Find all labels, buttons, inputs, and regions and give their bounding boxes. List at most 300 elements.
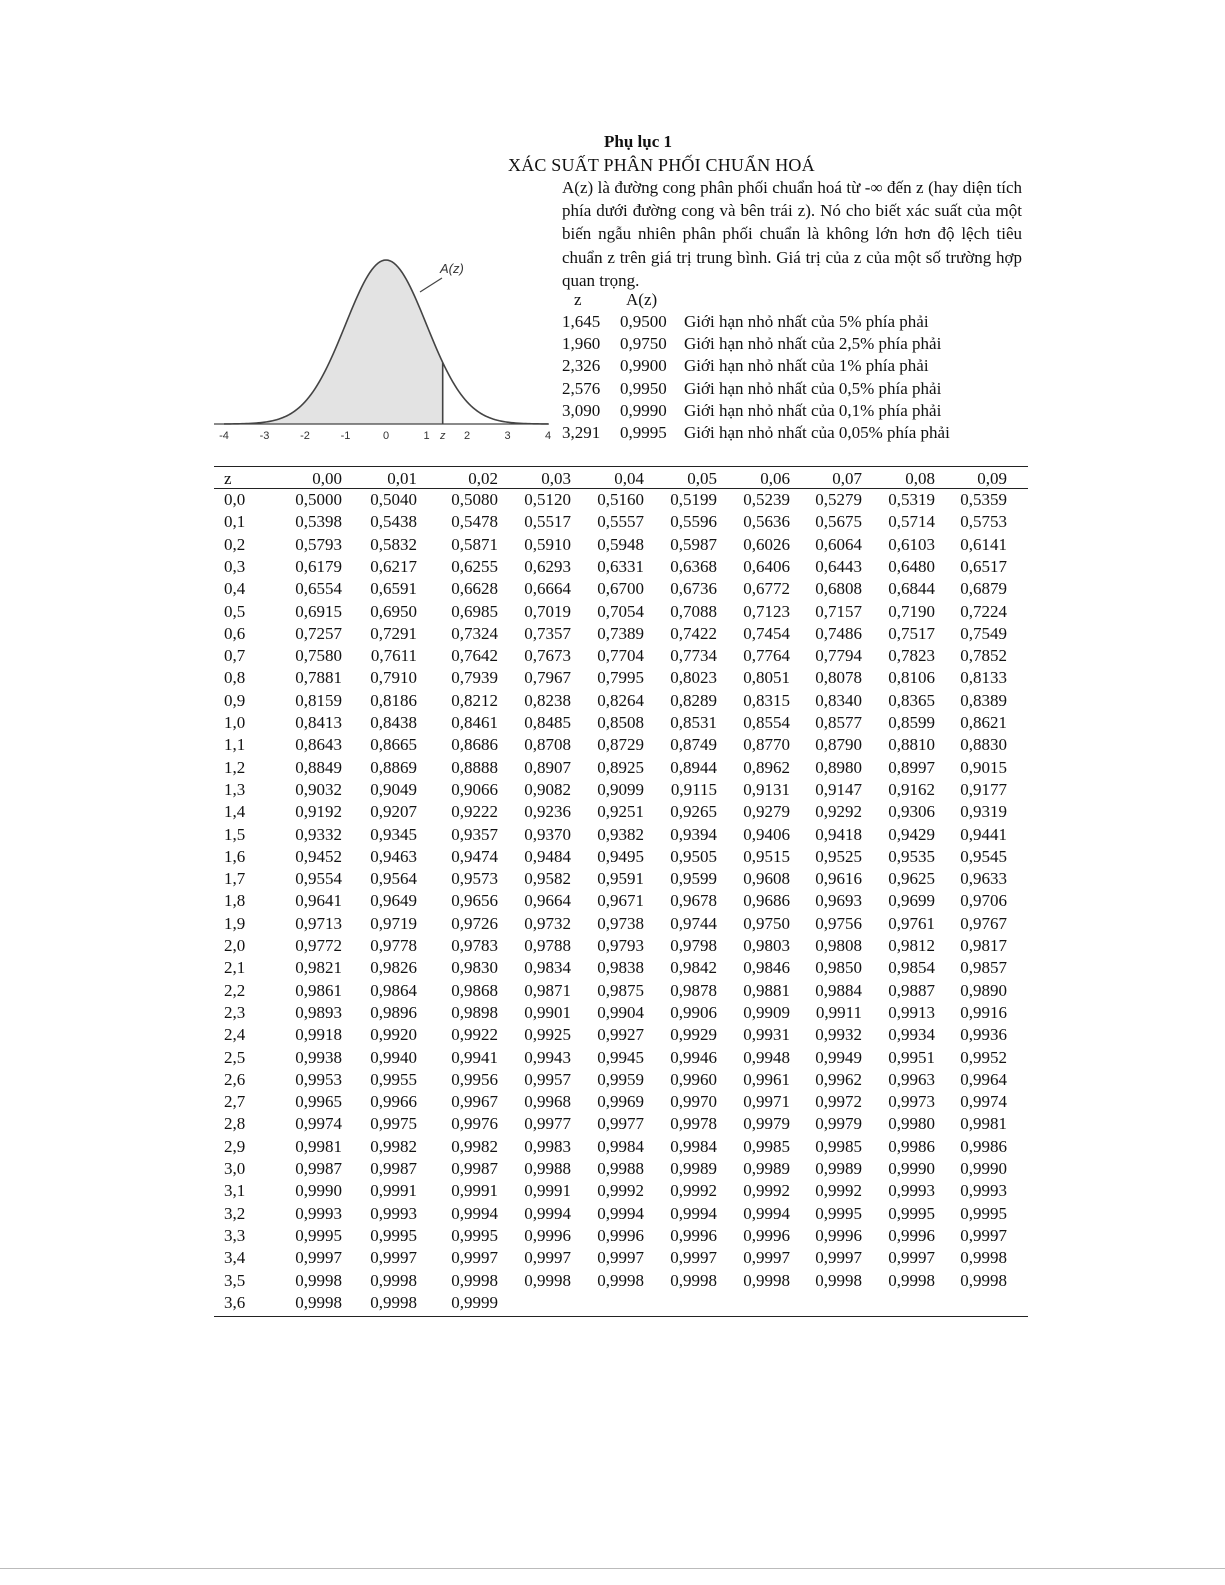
table-cell: 0,6950 <box>370 601 417 621</box>
table-cell: 0,9929 <box>670 1025 717 1045</box>
table-cell: 0,9913 <box>888 1002 935 1022</box>
table-cell: 0,6179 <box>295 556 342 576</box>
header-column: 0,01 <box>387 469 417 488</box>
table-cell: 0,9452 <box>295 846 342 866</box>
table-cell: 0,9495 <box>597 846 644 866</box>
table-cell: 0,5832 <box>370 534 417 554</box>
table-cell: 0,9997 <box>815 1248 862 1268</box>
table-cell: 0,7291 <box>370 623 417 643</box>
table-cell: 0,9236 <box>524 802 571 822</box>
table-cell: 0,9993 <box>370 1203 417 1223</box>
table-cell: 0,9850 <box>815 958 862 978</box>
table-cell: 0,9535 <box>888 846 935 866</box>
table-cell: 0,6517 <box>960 556 1007 576</box>
row-z-value: 0,9 <box>224 690 246 710</box>
header-column: 0,07 <box>832 469 862 488</box>
table-cell: 0,9686 <box>743 891 790 911</box>
table-cell: 0,9927 <box>597 1025 644 1045</box>
normal-curve-figure <box>214 250 552 450</box>
table-cell: 0,8133 <box>960 668 1007 688</box>
table-cell: 0,8106 <box>888 668 935 688</box>
table-cell: 0,8643 <box>295 735 342 755</box>
table-cell: 0,9808 <box>815 936 862 955</box>
table-cell: 0,9918 <box>295 1025 342 1045</box>
table-cell: 0,5987 <box>670 534 717 554</box>
table-cell: 0,6026 <box>743 534 790 554</box>
table-cell: 0,9868 <box>451 980 498 1000</box>
table-cell: 0,9995 <box>451 1225 498 1245</box>
row-z-value: 2,6 <box>224 1069 246 1089</box>
table-cell: 0,9997 <box>743 1248 790 1268</box>
table-cell: 0,9357 <box>451 824 498 844</box>
table-cell: 0,9292 <box>815 802 862 822</box>
table-cell: 0,9997 <box>295 1248 342 1268</box>
table-cell: 0,9406 <box>743 824 790 844</box>
table-cell: 0,9989 <box>670 1159 717 1178</box>
x-tick-label: 3 <box>504 430 511 442</box>
table-cell: 0,6103 <box>888 534 935 554</box>
table-cell: 0,9941 <box>451 1047 498 1067</box>
table-cell: 0,6331 <box>597 556 644 576</box>
table-cell: 0,8980 <box>815 757 862 777</box>
table-cell: 0,9484 <box>524 846 571 866</box>
table-cell: 0,6844 <box>888 579 935 599</box>
table-cell: 0,7549 <box>960 623 1007 643</box>
table-cell: 0,9857 <box>960 958 1007 978</box>
table-cell: 0,9997 <box>524 1248 571 1268</box>
table-cell: 0,9998 <box>888 1270 935 1290</box>
header-column: 0,08 <box>905 469 935 488</box>
row-z-value: 0,4 <box>224 579 246 599</box>
table-cell: 0,9875 <box>597 980 644 1000</box>
table-cell: 0,7995 <box>597 668 644 688</box>
table-cell: 0,8686 <box>451 735 498 755</box>
table-cell: 0,8413 <box>295 713 342 732</box>
table-cell: 0,9015 <box>960 757 1007 777</box>
row-z-value: 2,7 <box>224 1092 246 1112</box>
table-cell: 0,9949 <box>815 1047 862 1067</box>
table-cell: 0,9788 <box>524 936 571 955</box>
row-z-value: 1,1 <box>224 735 246 755</box>
table-cell: 0,9726 <box>451 913 498 933</box>
table-cell: 0,9977 <box>597 1114 644 1134</box>
table-cell: 0,9896 <box>370 1002 417 1022</box>
table-cell: 0,9995 <box>370 1225 417 1245</box>
table-cell: 0,9418 <box>815 824 862 844</box>
critical-desc: Giới hạn nhỏ nhất của 5% phía phải <box>684 312 929 331</box>
table-cell: 0,9719 <box>370 913 417 933</box>
table-cell: 0,8830 <box>960 735 1007 755</box>
table-cell: 0,9998 <box>295 1292 342 1312</box>
table-cell: 0,9838 <box>597 958 644 978</box>
table-cell: 0,8621 <box>960 713 1007 732</box>
table-cell: 0,9778 <box>370 936 417 955</box>
table-cell: 0,9699 <box>888 891 935 911</box>
table-cell: 0,7580 <box>295 646 342 666</box>
table-cell: 0,8023 <box>670 668 717 688</box>
critical-a: 0,9995 <box>620 423 667 442</box>
table-cell: 0,9162 <box>888 779 935 799</box>
table-cell: 0,9082 <box>524 779 571 799</box>
table-cell: 0,8770 <box>743 735 790 755</box>
row-z-value: 0,7 <box>224 646 246 666</box>
row-z-value: 0,8 <box>224 668 246 688</box>
table-cell: 0,6879 <box>960 579 1007 599</box>
table-cell: 0,6591 <box>370 579 417 599</box>
table-cell: 0,9192 <box>295 802 342 822</box>
table-cell: 0,9994 <box>597 1203 644 1223</box>
table-cell: 0,7734 <box>670 646 717 666</box>
table-cell: 0,5675 <box>815 512 862 532</box>
table-cell: 0,5517 <box>524 512 571 532</box>
table-cell: 0,7764 <box>743 646 790 666</box>
table-cell: 0,8849 <box>295 757 342 777</box>
table-cell: 0,9994 <box>451 1203 498 1223</box>
table-cell: 0,9633 <box>960 869 1007 889</box>
table-cell: 0,9881 <box>743 980 790 1000</box>
row-z-value: 2,9 <box>224 1136 246 1156</box>
table-cell: 0,8554 <box>743 713 790 732</box>
table-cell: 0,9996 <box>815 1225 862 1245</box>
critical-desc: Giới hạn nhỏ nhất của 0,5% phía phải <box>684 378 942 398</box>
table-cell: 0,7967 <box>524 668 571 688</box>
table-cell: 0,9370 <box>524 824 571 844</box>
table-cell: 0,9965 <box>295 1092 342 1112</box>
table-cell: 0,9940 <box>370 1047 417 1067</box>
table-cell: 0,8888 <box>451 757 498 777</box>
table-cell: 0,9678 <box>670 891 717 911</box>
table-cell: 0,9997 <box>370 1248 417 1268</box>
table-cell: 0,9997 <box>597 1248 644 1268</box>
table-cell: 0,9988 <box>597 1159 644 1178</box>
table-cell: 0,7823 <box>888 646 935 666</box>
table-cell: 0,8708 <box>524 735 571 755</box>
table-cell: 0,5359 <box>960 490 1007 509</box>
table-cell: 0,9980 <box>888 1114 935 1134</box>
row-z-value: 1,4 <box>224 802 246 822</box>
table-cell: 0,5080 <box>451 490 498 509</box>
table-cell: 0,9916 <box>960 1002 1007 1022</box>
row-z-value: 1,3 <box>224 779 246 799</box>
table-cell: 0,9989 <box>815 1159 862 1178</box>
table-cell: 0,9834 <box>524 958 571 978</box>
appendix-title: Phụ lục 1 <box>604 132 673 151</box>
table-cell: 0,9986 <box>888 1136 935 1156</box>
table-cell: 0,9998 <box>370 1270 417 1290</box>
table-cell: 0,9798 <box>670 936 717 955</box>
table-cell: 0,9995 <box>888 1203 935 1223</box>
table-cell: 0,9998 <box>295 1270 342 1290</box>
table-cell: 0,9131 <box>743 779 790 799</box>
table-cell: 0,9988 <box>524 1159 571 1178</box>
table-cell: 0,9974 <box>295 1114 342 1134</box>
table-cell: 0,8997 <box>888 757 935 777</box>
table-cell: 0,5438 <box>370 512 417 532</box>
table-cell: 0,9962 <box>815 1069 862 1089</box>
table-cell: 0,8461 <box>451 713 498 732</box>
table-cell: 0,9997 <box>888 1248 935 1268</box>
table-cell: 0,9993 <box>960 1181 1007 1201</box>
table-cell: 0,6217 <box>370 556 417 576</box>
table-cell: 0,9984 <box>670 1136 717 1156</box>
table-cell: 0,8665 <box>370 735 417 755</box>
table-cell: 0,9932 <box>815 1025 862 1045</box>
table-cell: 0,9332 <box>295 824 342 844</box>
table-cell: 0,9992 <box>743 1181 790 1201</box>
row-z-value: 3,1 <box>224 1181 246 1201</box>
table-cell: 0,8810 <box>888 735 935 755</box>
header-column: 0,06 <box>760 469 790 488</box>
table-cell: 0,9066 <box>451 779 498 799</box>
table-cell: 0,8289 <box>670 690 717 710</box>
table-cell: 0,9991 <box>370 1181 417 1201</box>
z-marker-label: z <box>439 430 446 442</box>
critical-desc: Giới hạn nhỏ nhất của 1% phía phải <box>684 356 929 376</box>
table-cell: 0,9922 <box>451 1025 498 1045</box>
row-z-value: 3,3 <box>224 1225 246 1245</box>
table-cell: 0,8962 <box>743 757 790 777</box>
table-cell: 0,9830 <box>451 958 498 978</box>
table-cell: 0,7389 <box>597 623 644 643</box>
table-cell: 0,9991 <box>451 1181 498 1201</box>
table-cell: 0,9996 <box>888 1225 935 1245</box>
table-cell: 0,6915 <box>295 601 342 621</box>
table-cell: 0,9693 <box>815 891 862 911</box>
table-cell: 0,9998 <box>597 1270 644 1290</box>
table-cell: 0,7422 <box>670 623 717 643</box>
header-column: 0,00 <box>312 469 342 488</box>
table-cell: 0,9953 <box>295 1069 342 1089</box>
row-z-value: 0,0 <box>224 490 246 509</box>
table-cell: 0,9987 <box>451 1159 498 1178</box>
table-cell: 0,6736 <box>670 579 717 599</box>
table-cell: 0,9920 <box>370 1025 417 1045</box>
table-cell: 0,9864 <box>370 980 417 1000</box>
table-cell: 0,9115 <box>670 779 717 799</box>
table-cell: 0,7852 <box>960 646 1007 666</box>
table-cell: 0,7190 <box>888 601 935 621</box>
table-cell: 0,9993 <box>295 1203 342 1223</box>
table-cell: 0,9985 <box>743 1136 790 1156</box>
row-z-value: 3,0 <box>224 1159 246 1178</box>
table-cell: 0,9554 <box>295 869 342 889</box>
appendix-subtitle: XÁC SUẤT PHÂN PHỐI CHUẨN HOÁ <box>508 155 815 175</box>
table-cell: 0,5871 <box>451 534 498 554</box>
table-cell: 0,9995 <box>815 1203 862 1223</box>
table-cell: 0,9793 <box>597 936 644 955</box>
table-cell: 0,9893 <box>295 1002 342 1022</box>
table-cell: 0,9983 <box>524 1136 571 1156</box>
table-cell: 0,9997 <box>670 1248 717 1268</box>
label-pointer <box>420 278 442 292</box>
table-cell: 0,9984 <box>597 1136 644 1156</box>
table-cell: 0,6808 <box>815 579 862 599</box>
table-cell: 0,9616 <box>815 869 862 889</box>
table-cell: 0,9861 <box>295 980 342 1000</box>
table-cell: 0,9996 <box>670 1225 717 1245</box>
table-cell: 0,9974 <box>960 1092 1007 1112</box>
table-cell: 0,9515 <box>743 846 790 866</box>
table-cell: 0,9738 <box>597 913 644 933</box>
table-cell: 0,7611 <box>370 646 417 666</box>
table-cell: 0,5000 <box>295 490 342 509</box>
table-cell: 0,7324 <box>451 623 498 643</box>
table-cell: 0,9943 <box>524 1047 571 1067</box>
table-cell: 0,9909 <box>743 1002 790 1022</box>
table-cell: 0,9564 <box>370 869 417 889</box>
table-cell: 0,9756 <box>815 913 862 933</box>
table-cell: 0,8238 <box>524 690 571 710</box>
table-cell: 0,9649 <box>370 891 417 911</box>
table-cell: 0,9992 <box>597 1181 644 1201</box>
table-cell: 0,8485 <box>524 713 571 732</box>
table-cell: 0,9706 <box>960 891 1007 911</box>
table-cell: 0,7157 <box>815 601 862 621</box>
table-cell: 0,9147 <box>815 779 862 799</box>
table-bottom-rule <box>214 1316 1028 1317</box>
table-cell: 0,8790 <box>815 735 862 755</box>
table-cell: 0,6700 <box>597 579 644 599</box>
table-cell: 0,9992 <box>670 1181 717 1201</box>
table-cell: 0,9981 <box>960 1114 1007 1134</box>
table-cell: 0,9846 <box>743 958 790 978</box>
table-cell: 0,5239 <box>743 490 790 509</box>
row-z-value: 1,6 <box>224 846 246 866</box>
table-cell: 0,9582 <box>524 869 571 889</box>
table-cell: 0,9994 <box>524 1203 571 1223</box>
table-cell: 0,9951 <box>888 1047 935 1067</box>
header-column: 0,02 <box>468 469 498 488</box>
critical-a: 0,9500 <box>620 312 667 331</box>
table-cell: 0,9222 <box>451 802 498 822</box>
table-cell: 0,9887 <box>888 980 935 1000</box>
row-z-value: 0,6 <box>224 623 246 643</box>
table-cell: 0,9996 <box>524 1225 571 1245</box>
table-cell: 0,6141 <box>960 534 1007 554</box>
table-cell: 0,9994 <box>670 1203 717 1223</box>
table-cell: 0,9842 <box>670 958 717 978</box>
table-cell: 0,9854 <box>888 958 935 978</box>
table-cell: 0,9656 <box>451 891 498 911</box>
header-column: 0,09 <box>977 469 1007 488</box>
x-tick-label: 2 <box>463 430 471 442</box>
table-cell: 0,9279 <box>743 802 790 822</box>
table-cell: 0,9981 <box>295 1136 342 1156</box>
row-z-value: 1,7 <box>224 869 246 889</box>
table-cell: 0,8315 <box>743 690 790 710</box>
row-z-value: 1,2 <box>224 757 246 777</box>
row-z-value: 2,5 <box>224 1047 246 1067</box>
table-cell: 0,5910 <box>524 534 571 554</box>
table-cell: 0,9898 <box>451 1002 498 1022</box>
table-cell: 0,7224 <box>960 601 1007 621</box>
x-tick-label: 1 <box>423 430 430 442</box>
table-cell: 0,5636 <box>743 512 790 532</box>
table-cell: 0,9177 <box>960 779 1007 799</box>
table-cell: 0,8577 <box>815 713 862 732</box>
table-cell: 0,8159 <box>295 690 342 710</box>
row-z-value: 0,1 <box>224 512 246 532</box>
table-cell: 0,9664 <box>524 891 571 911</box>
table-cell: 0,9985 <box>815 1136 862 1156</box>
table-cell: 0,9345 <box>370 824 417 844</box>
table-cell: 0,9969 <box>597 1092 644 1112</box>
table-cell: 0,8389 <box>960 690 1007 710</box>
table-cell: 0,5753 <box>960 512 1007 532</box>
table-cell: 0,9744 <box>670 913 717 933</box>
table-cell: 0,9049 <box>370 779 417 799</box>
table-cell: 0,9979 <box>815 1114 862 1134</box>
table-cell: 0,9959 <box>597 1069 644 1089</box>
table-cell: 0,9463 <box>370 846 417 866</box>
table-cell: 0,9990 <box>295 1181 342 1201</box>
critical-desc: Giới hạn nhỏ nhất của 0,05% phía phải <box>684 423 950 442</box>
table-cell: 0,9032 <box>295 779 342 799</box>
table-cell: 0,9750 <box>743 913 790 933</box>
table-cell: 0,7357 <box>524 623 571 643</box>
table-cell: 0,9995 <box>960 1203 1007 1223</box>
table-cell: 0,5040 <box>370 490 417 509</box>
table-cell: 0,9998 <box>451 1270 498 1290</box>
table-cell: 0,8869 <box>370 757 417 777</box>
table-cell: 0,5596 <box>670 512 717 532</box>
table-cell: 0,9998 <box>743 1270 790 1290</box>
table-cell: 0,9099 <box>597 779 644 799</box>
table-cell: 0,9394 <box>670 824 717 844</box>
table-cell: 0,9986 <box>960 1136 1007 1156</box>
table-cell: 0,9306 <box>888 802 935 822</box>
table-cell: 0,9890 <box>960 980 1007 1000</box>
row-z-value: 2,3 <box>224 1002 246 1022</box>
table-cell: 0,9961 <box>743 1069 790 1089</box>
table-cell: 0,9993 <box>888 1181 935 1201</box>
table-cell: 0,5120 <box>524 490 571 509</box>
table-cell: 0,7257 <box>295 623 342 643</box>
table-cell: 0,7486 <box>815 623 862 643</box>
table-cell: 0,9992 <box>815 1181 862 1201</box>
table-cell: 0,9817 <box>960 936 1007 955</box>
table-cell: 0,9967 <box>451 1092 498 1112</box>
table-cell: 0,8907 <box>524 757 571 777</box>
table-cell: 0,6293 <box>524 556 571 576</box>
table-cell: 0,9826 <box>370 958 417 978</box>
table-cell: 0,9906 <box>670 1002 717 1022</box>
table-cell: 0,9964 <box>960 1069 1007 1089</box>
table-cell: 0,9997 <box>960 1225 1007 1245</box>
table-cell: 0,7517 <box>888 623 935 643</box>
curve-label: A(z) <box>440 261 464 276</box>
table-cell: 0,9957 <box>524 1069 571 1089</box>
table-cell: 0,9911 <box>815 1002 862 1022</box>
table-cell: 0,7673 <box>524 646 571 666</box>
critical-a: 0,9990 <box>620 400 667 420</box>
table-cell: 0,9998 <box>524 1270 571 1290</box>
table-cell: 0,9803 <box>743 936 790 955</box>
row-z-value: 0,2 <box>224 534 246 554</box>
table-cell: 0,9525 <box>815 846 862 866</box>
table-cell: 0,9977 <box>524 1114 571 1134</box>
table-cell: 0,9975 <box>370 1114 417 1134</box>
table-cell: 0,9979 <box>743 1114 790 1134</box>
table-cell: 0,9968 <box>524 1092 571 1112</box>
row-z-value: 0,5 <box>224 601 246 621</box>
table-cell: 0,8508 <box>597 713 644 732</box>
table-cell: 0,9319 <box>960 802 1007 822</box>
row-z-value: 3,5 <box>224 1270 246 1290</box>
table-cell: 0,9998 <box>670 1270 717 1290</box>
critical-header-z: z <box>574 290 582 309</box>
table-cell: 0,7454 <box>743 623 790 643</box>
